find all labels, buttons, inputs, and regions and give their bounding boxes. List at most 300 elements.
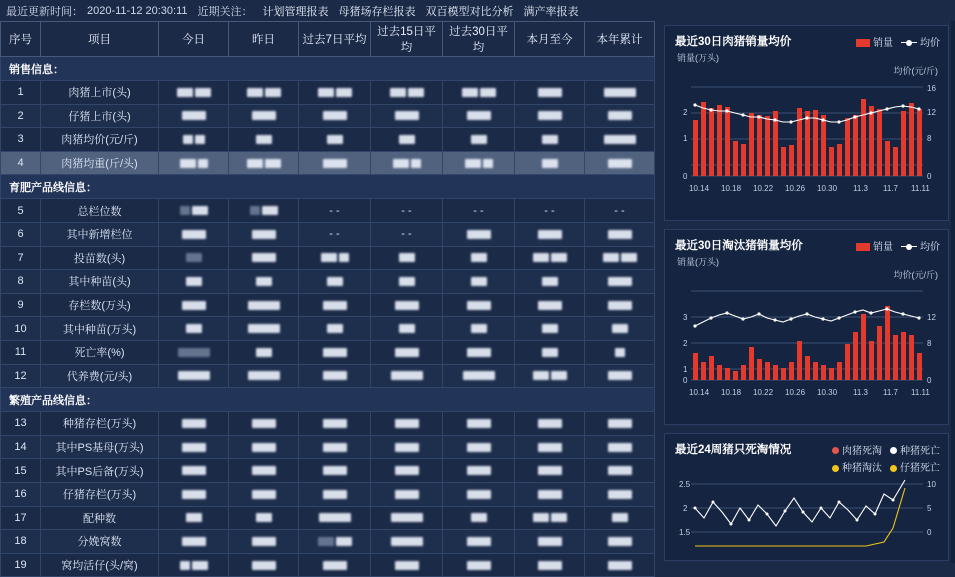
cell-avg7	[299, 81, 371, 105]
chart1-ylabel-left: 销量(万头)	[677, 53, 719, 63]
row-index: 5	[1, 199, 41, 223]
row-item-label: 分娩窝数	[41, 530, 159, 554]
col-header-item: 项目	[41, 22, 159, 57]
cell-avg30	[443, 151, 515, 175]
link-capacity-report[interactable]: 满产率报表	[523, 5, 579, 18]
legend-swatch-bar	[856, 39, 870, 47]
link-plan-report[interactable]: 计划管理报表	[262, 5, 329, 18]
cell-today	[159, 246, 229, 270]
cell-month	[515, 151, 585, 175]
cell-month	[515, 412, 585, 436]
cell-avg15	[371, 482, 443, 506]
metrics-table	[0, 21, 655, 577]
row-index: 7	[1, 246, 41, 270]
chart-title: 最近24周猪只死淘情况	[675, 444, 792, 456]
cell-today	[159, 317, 229, 341]
cell-yesterday	[229, 435, 299, 459]
legend-item-piglet-death[interactable]	[890, 459, 940, 474]
chart-title: 最近30日肉猪销量均价	[675, 36, 792, 48]
legend-label-price: 均价	[920, 37, 940, 49]
svg-text:0: 0	[683, 376, 688, 385]
cell-month	[515, 482, 585, 506]
cell-avg7	[299, 128, 371, 152]
svg-text:3: 3	[683, 313, 688, 322]
cell-avg15	[371, 270, 443, 294]
cell-year	[585, 81, 655, 105]
cell-yesterday	[229, 151, 299, 175]
cell-month	[515, 553, 585, 577]
row-item-label: 肉猪均价(元/斤)	[41, 128, 159, 152]
cell-avg15	[371, 293, 443, 317]
legend-dot-hog-death	[832, 447, 839, 454]
cell-avg15	[371, 435, 443, 459]
svg-text:10.22: 10.22	[753, 388, 774, 397]
cell-year	[585, 293, 655, 317]
cell-month	[515, 506, 585, 530]
legend-label-piglet-death: 仔猪死亡	[900, 463, 940, 474]
row-index: 6	[1, 222, 41, 246]
svg-text:11.11: 11.11	[911, 388, 930, 397]
cell-year	[585, 506, 655, 530]
cell-avg30	[443, 530, 515, 554]
cell-avg15: - -	[371, 199, 443, 223]
col-header-today: 今日	[159, 22, 229, 57]
cell-avg30	[443, 506, 515, 530]
svg-text:12: 12	[927, 108, 936, 117]
svg-text:1: 1	[683, 134, 688, 143]
cell-avg7	[299, 435, 371, 459]
legend-swatch-line	[901, 246, 917, 247]
cell-yesterday	[229, 104, 299, 128]
svg-text:1: 1	[683, 365, 688, 374]
cell-yesterday	[229, 506, 299, 530]
table-header-row	[1, 22, 655, 57]
cell-month	[515, 364, 585, 388]
cell-avg30	[443, 482, 515, 506]
cell-yesterday	[229, 81, 299, 105]
row-item-label: 其中种苗(万头)	[41, 317, 159, 341]
cell-today	[159, 553, 229, 577]
cell-month	[515, 270, 585, 294]
cell-avg15	[371, 246, 443, 270]
cell-year	[585, 151, 655, 175]
svg-text:10: 10	[927, 480, 936, 489]
cell-month	[515, 435, 585, 459]
top-status-bar	[0, 0, 955, 21]
cell-avg7	[299, 293, 371, 317]
cell-month	[515, 246, 585, 270]
cell-avg15	[371, 128, 443, 152]
table-row[interactable]	[1, 506, 655, 530]
svg-text:10.30: 10.30	[817, 388, 838, 397]
legend-item-volume[interactable]	[856, 34, 893, 49]
svg-text:0: 0	[927, 528, 932, 537]
chart-legend-2	[832, 459, 940, 474]
cell-yesterday	[229, 128, 299, 152]
table-row[interactable]	[1, 270, 655, 294]
col-header-month: 本月至今	[515, 22, 585, 57]
cell-year	[585, 364, 655, 388]
cell-year: - -	[585, 199, 655, 223]
cell-today	[159, 340, 229, 364]
cell-month	[515, 104, 585, 128]
chart-header	[665, 230, 948, 255]
svg-text:10.26: 10.26	[785, 388, 806, 397]
cell-today	[159, 151, 229, 175]
row-index: 12	[1, 364, 41, 388]
legend-label-price: 均价	[920, 241, 940, 253]
charts-panel	[660, 21, 955, 563]
chart-title: 最近30日淘汰猪销量均价	[675, 240, 803, 252]
col-header-avg15: 过去15日平均	[371, 22, 443, 57]
table-row[interactable]	[1, 435, 655, 459]
legend-label-volume: 销量	[873, 37, 893, 49]
cell-avg7	[299, 506, 371, 530]
cell-today	[159, 459, 229, 483]
col-header-avg7: 过去7日平均	[299, 22, 371, 57]
row-index: 3	[1, 128, 41, 152]
cell-avg30	[443, 270, 515, 294]
table-row[interactable]	[1, 199, 655, 223]
row-item-label: 窝均活仔(头/窝)	[41, 553, 159, 577]
cell-year	[585, 482, 655, 506]
cell-year	[585, 459, 655, 483]
cell-yesterday	[229, 459, 299, 483]
cell-avg7	[299, 482, 371, 506]
svg-text:10.26: 10.26	[785, 184, 806, 193]
cell-avg7	[299, 364, 371, 388]
col-header-yesterday: 昨日	[229, 22, 299, 57]
legend-item-volume[interactable]	[856, 238, 893, 253]
row-item-label: 配种数	[41, 506, 159, 530]
svg-text:16: 16	[927, 84, 936, 93]
cell-year	[585, 104, 655, 128]
cell-yesterday	[229, 482, 299, 506]
svg-text:11.11: 11.11	[911, 184, 930, 193]
chart1-plot	[665, 77, 948, 197]
cell-today	[159, 482, 229, 506]
cell-yesterday	[229, 246, 299, 270]
chart-card-mortality	[664, 433, 949, 561]
legend-swatch-line	[901, 42, 917, 43]
cell-today	[159, 128, 229, 152]
row-index: 18	[1, 530, 41, 554]
cell-yesterday	[229, 530, 299, 554]
table-row[interactable]	[1, 151, 655, 175]
cell-year	[585, 530, 655, 554]
cell-today	[159, 435, 229, 459]
table-row[interactable]	[1, 340, 655, 364]
cell-avg30	[443, 317, 515, 341]
svg-text:1.5: 1.5	[679, 528, 691, 537]
svg-text:8: 8	[927, 134, 932, 143]
cell-avg30	[443, 246, 515, 270]
update-time-value: 2020-11-12 20:30:11	[87, 4, 188, 17]
cell-avg15	[371, 81, 443, 105]
table-row[interactable]	[1, 128, 655, 152]
cell-avg30	[443, 222, 515, 246]
link-double-hundred-analysis[interactable]: 双百模型对比分析	[425, 5, 514, 18]
metrics-table-body	[1, 57, 655, 577]
cell-avg7: - -	[299, 222, 371, 246]
col-header-avg30: 过去30日平均	[443, 22, 515, 57]
cell-avg7	[299, 340, 371, 364]
legend-dot-boar-cull	[832, 465, 839, 472]
row-item-label: 肉猪上市(头)	[41, 81, 159, 105]
cell-today	[159, 104, 229, 128]
svg-text:10.30: 10.30	[817, 184, 838, 193]
table-row[interactable]	[1, 104, 655, 128]
cell-month	[515, 317, 585, 341]
table-section-header	[1, 57, 655, 81]
legend-label-boar-death: 种猪死亡	[900, 445, 940, 457]
table-row[interactable]	[1, 412, 655, 436]
row-index: 14	[1, 435, 41, 459]
table-row[interactable]	[1, 364, 655, 388]
row-item-label: 其中种苗(头)	[41, 270, 159, 294]
cell-month: - -	[515, 199, 585, 223]
cell-avg30	[443, 340, 515, 364]
cell-today	[159, 412, 229, 436]
table-row[interactable]	[1, 530, 655, 554]
svg-text:2: 2	[683, 504, 688, 513]
row-item-label: 总栏位数	[41, 199, 159, 223]
row-item-label: 投苗数(头)	[41, 246, 159, 270]
table-row[interactable]	[1, 482, 655, 506]
chart-legend	[832, 442, 940, 457]
cell-yesterday	[229, 317, 299, 341]
svg-text:11.3: 11.3	[853, 184, 868, 193]
row-item-label: 其中PS后备(万头)	[41, 459, 159, 483]
chart-legend	[856, 34, 940, 49]
row-item-label: 仔猪存栏(万头)	[41, 482, 159, 506]
chart-card-cull-sales	[664, 229, 949, 425]
row-index: 19	[1, 553, 41, 577]
cell-month	[515, 293, 585, 317]
cell-avg15	[371, 104, 443, 128]
cell-today	[159, 81, 229, 105]
svg-text:10.22: 10.22	[753, 184, 774, 193]
section-title-fattening: 育肥产品线信息：	[1, 175, 655, 199]
cell-avg30	[443, 293, 515, 317]
chart-header	[665, 26, 948, 51]
legend-dot-boar-death	[890, 447, 897, 454]
row-item-label: 种猪存栏(万头)	[41, 412, 159, 436]
svg-text:0: 0	[927, 376, 932, 385]
table-row[interactable]	[1, 222, 655, 246]
cell-today	[159, 199, 229, 223]
table-section-header	[1, 388, 655, 412]
row-item-label: 肉猪均重(斤/头)	[41, 151, 159, 175]
svg-text:10.18: 10.18	[721, 388, 742, 397]
chart2-plot	[665, 281, 948, 401]
cell-month	[515, 530, 585, 554]
cell-avg30	[443, 553, 515, 577]
cell-avg30	[443, 128, 515, 152]
row-index: 1	[1, 81, 41, 105]
row-index: 13	[1, 412, 41, 436]
cell-yesterday	[229, 364, 299, 388]
svg-text:8: 8	[927, 339, 932, 348]
cell-avg15: - -	[371, 222, 443, 246]
cell-year	[585, 317, 655, 341]
cell-today	[159, 270, 229, 294]
cell-yesterday	[229, 199, 299, 223]
cell-avg30	[443, 104, 515, 128]
cell-yesterday	[229, 222, 299, 246]
table-row[interactable]	[1, 317, 655, 341]
cell-avg30	[443, 435, 515, 459]
chart-card-hog-sales	[664, 25, 949, 221]
section-title-sales: 销售信息：	[1, 57, 655, 81]
legend-item-boar-death[interactable]	[890, 442, 940, 457]
cell-yesterday	[229, 293, 299, 317]
row-item-label: 死亡率(%)	[41, 340, 159, 364]
svg-text:11.7: 11.7	[883, 388, 898, 397]
svg-text:12: 12	[927, 313, 936, 322]
cell-avg15	[371, 553, 443, 577]
cell-yesterday	[229, 553, 299, 577]
cell-avg30	[443, 81, 515, 105]
row-index: 2	[1, 104, 41, 128]
svg-text:2.5: 2.5	[679, 480, 691, 489]
cell-year	[585, 246, 655, 270]
legend-item-price[interactable]	[901, 34, 940, 49]
cell-year	[585, 222, 655, 246]
cell-avg7	[299, 151, 371, 175]
row-index: 8	[1, 270, 41, 294]
chart-legend	[856, 238, 940, 253]
cell-avg30	[443, 412, 515, 436]
svg-text:5: 5	[927, 504, 932, 513]
row-index: 11	[1, 340, 41, 364]
svg-text:11.3: 11.3	[853, 388, 868, 397]
cell-avg15	[371, 340, 443, 364]
col-header-index: 序号	[1, 22, 41, 57]
svg-text:2: 2	[683, 108, 688, 117]
svg-text:0: 0	[927, 172, 932, 181]
row-index: 15	[1, 459, 41, 483]
cell-avg7	[299, 270, 371, 294]
cell-avg7	[299, 412, 371, 436]
legend-item-boar-cull[interactable]	[832, 459, 882, 474]
cell-year	[585, 553, 655, 577]
cell-year	[585, 412, 655, 436]
table-row[interactable]	[1, 553, 655, 577]
table-section-header	[1, 175, 655, 199]
cell-avg15	[371, 530, 443, 554]
svg-text:11.7: 11.7	[883, 184, 898, 193]
link-sow-farm-report[interactable]: 母猪场存栏报表	[338, 5, 416, 18]
cell-avg7	[299, 553, 371, 577]
row-index: 4	[1, 151, 41, 175]
cell-today	[159, 222, 229, 246]
cell-avg15	[371, 317, 443, 341]
row-index: 10	[1, 317, 41, 341]
legend-item-price[interactable]	[901, 238, 940, 253]
cell-today	[159, 293, 229, 317]
svg-text:10.14: 10.14	[689, 184, 710, 193]
cell-avg15	[371, 364, 443, 388]
cell-avg15	[371, 151, 443, 175]
row-item-label: 其中PS基母(万头)	[41, 435, 159, 459]
cell-year	[585, 340, 655, 364]
cell-today	[159, 364, 229, 388]
metrics-table-panel	[0, 21, 660, 572]
cell-yesterday	[229, 412, 299, 436]
legend-dot-piglet-death	[890, 465, 897, 472]
cell-avg7	[299, 104, 371, 128]
row-index: 9	[1, 293, 41, 317]
cell-avg30	[443, 459, 515, 483]
col-header-year: 本年累计	[585, 22, 655, 57]
cell-month	[515, 222, 585, 246]
legend-label-boar-cull: 种猪淘汰	[842, 463, 882, 474]
row-item-label: 存栏数(万头)	[41, 293, 159, 317]
cell-yesterday	[229, 340, 299, 364]
chart2-ylabel-left: 销量(万头)	[677, 257, 719, 267]
legend-label-volume: 销量	[873, 241, 893, 253]
update-time-label: 最近更新时间：	[6, 5, 83, 18]
legend-swatch-bar	[856, 243, 870, 251]
legend-label-hog-death: 肉猪死淘	[842, 445, 882, 457]
chart-header	[665, 434, 948, 459]
cell-month	[515, 81, 585, 105]
cell-today	[159, 530, 229, 554]
table-row[interactable]	[1, 293, 655, 317]
page-scrollbar[interactable]	[951, 21, 955, 563]
cell-avg7: - -	[299, 199, 371, 223]
section-title-breeding: 繁殖产品线信息：	[1, 388, 655, 412]
cell-year	[585, 270, 655, 294]
cell-avg30	[443, 364, 515, 388]
table-row[interactable]	[1, 81, 655, 105]
cell-year	[585, 128, 655, 152]
chart2-ylabel-right: 均价(元/斤)	[893, 270, 938, 280]
cell-month	[515, 128, 585, 152]
cell-avg7	[299, 246, 371, 270]
row-item-label: 代养费(元/头)	[41, 364, 159, 388]
table-row[interactable]	[1, 459, 655, 483]
cell-avg7	[299, 530, 371, 554]
row-index: 16	[1, 482, 41, 506]
row-item-label: 其中新增栏位	[41, 222, 159, 246]
table-row[interactable]	[1, 246, 655, 270]
cell-avg30: - -	[443, 199, 515, 223]
cell-avg15	[371, 412, 443, 436]
cell-month	[515, 340, 585, 364]
cell-avg7	[299, 459, 371, 483]
cell-today	[159, 506, 229, 530]
cell-avg7	[299, 317, 371, 341]
row-index: 17	[1, 506, 41, 530]
svg-text:2: 2	[683, 339, 688, 348]
cell-avg15	[371, 459, 443, 483]
svg-text:0: 0	[683, 172, 688, 181]
row-item-label: 仔猪上市(头)	[41, 104, 159, 128]
cell-avg15	[371, 506, 443, 530]
cell-month	[515, 459, 585, 483]
svg-text:10.14: 10.14	[689, 388, 710, 397]
cell-year	[585, 435, 655, 459]
cell-yesterday	[229, 270, 299, 294]
svg-text:10.18: 10.18	[721, 184, 742, 193]
chart3-legend-row2	[665, 459, 948, 476]
legend-item-hog-death[interactable]	[832, 442, 882, 457]
focus-label: 近期关注：	[197, 5, 253, 18]
chart1-ylabel-right: 均价(元/斤)	[893, 66, 938, 76]
chart3-plot	[665, 476, 948, 554]
